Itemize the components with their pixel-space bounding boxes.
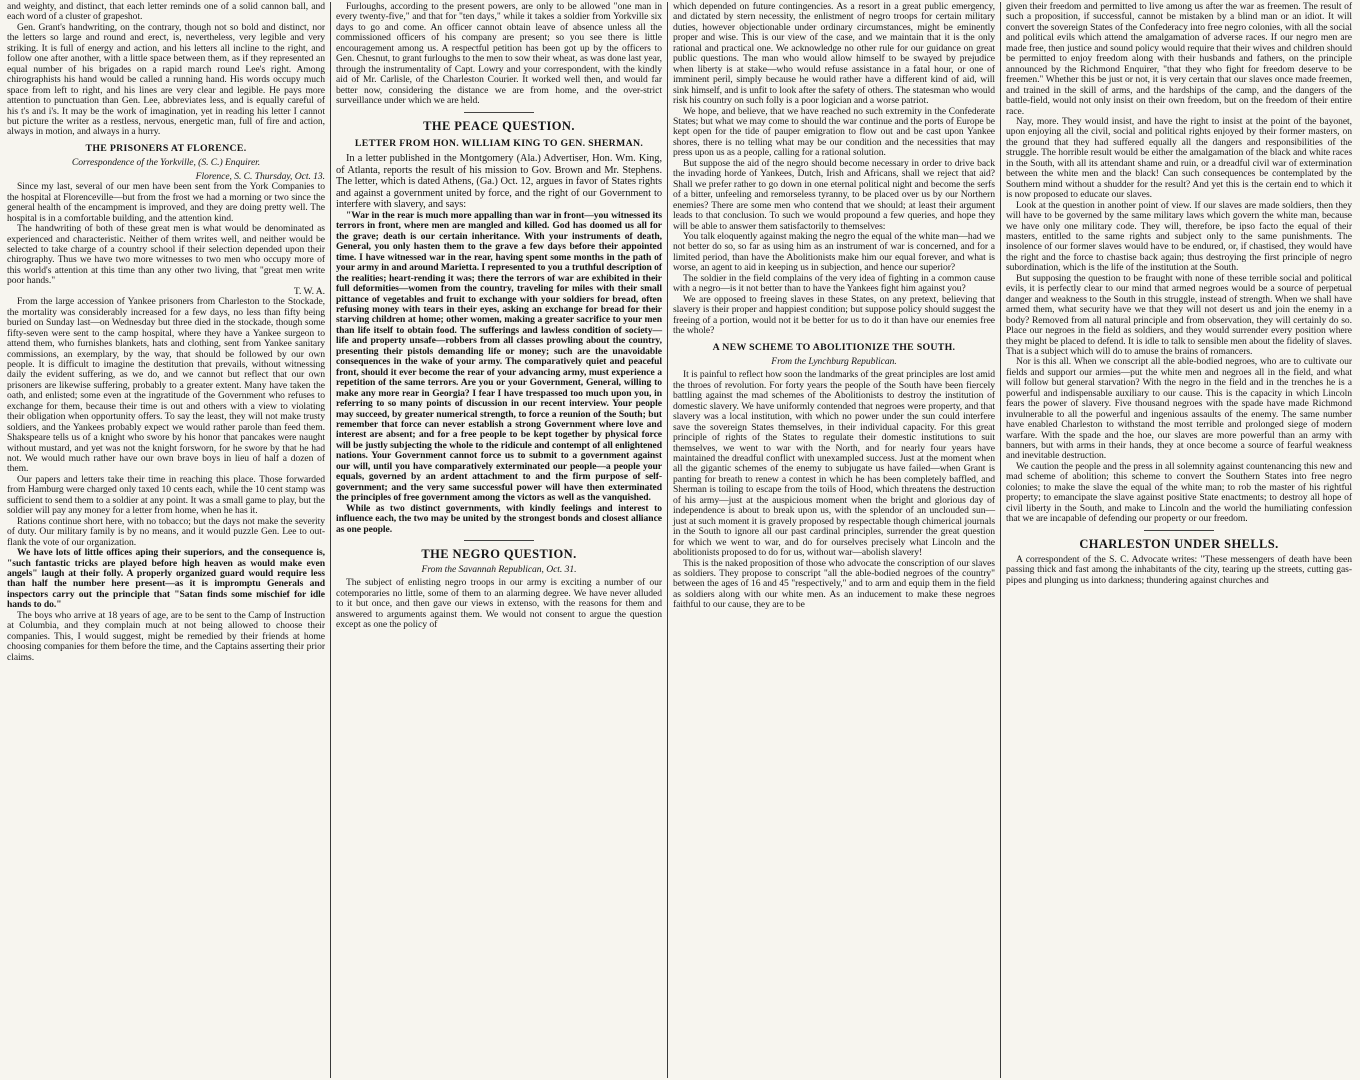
paragraph: We caution the people and the press in all solemnity against countenancing this new and mad scheme of abolition; this scheme to convert the Southern States into free negro colonies; to make the slave the equal of the white man; to rob the master of his rightful property; to emancipate the slave against positive State enactments; to destroy all hope of civil liberty in the South, and make to Lincoln and the world the humiliating confession that we are incapable of defending our property or our freedom. (1006, 460, 1352, 525)
paragraph: Since my last, several of our men have been sent from the York Companies to the hospital at Florenceville—but from the frost we had a morning or two since the general health of the encampment is improved, and they are doing pretty well. The hospital is in a comfortable building, and the attention kind. (7, 181, 325, 224)
paragraph: You talk eloquently against making the negro the equal of the white man—had we not better do so, so far as using him as an instrument of war is concerned, and for a limited period, than have the Abolitionists make him our equal forever, and what is worse, an agent to aid in keeping us in subjection, and hence our superior? (673, 230, 995, 274)
paragraph: But supposing the question to be fraught with none of these terrible social and political evils, it is perfectly clear to our mind that armed negroes would be a source of perpetual danger and weakness to the South in this struggle, instead of strength. When we shall have armed them, what security have we that they will not desert us and join the enemy in a body? Removed from all natural principle and from observation, they will certainly do so. Place our negroes in the field as soldiers, and they would surrender every position where they might be placed to defend. It is idle to talk to sensible men about the fidelity of slaves. That is a subject which will do to amuse the brains of romancers. (1006, 272, 1352, 357)
paragraph: Our papers and letters take their time in reaching this place. Those forwarded from Hamburg were charged only taxed 10 cents each, while the 10 cent stamp was sufficient to send them to a soldier at any point. It was a small game to play, but the soldier will pay any money for a letter from home, when he has it. (7, 473, 325, 517)
column-4 (1001, 2, 1357, 1078)
paragraph: and weighty, and distinct, that each letter reminds one of a solid cannon ball, and each word of a cluster of grapeshot. (7, 2, 325, 23)
paragraph: We hope, and believe, that we have reached no such extremity in the Confederate States; but what we may come to should the war continue and the ports of Europe be kept open for the tide of pauper emigration to flow out and be cast upon Yankee shores, there is no telling what may be our condition and the necessities that may press upon us as a people, calling for a rational solution. (673, 105, 995, 159)
column-2 (331, 2, 667, 1078)
article-heading: THE PEACE QUESTION. (423, 118, 575, 133)
paragraph: The soldier in the field complains of the very idea of fighting in a common cause with a negro—is it not better than to have the Yankees fight him against you? (673, 272, 995, 295)
divider (464, 540, 534, 541)
paragraph: We have lots of little offices aping their superiors, and the consequence is, "such fantastic tricks are played before high heaven as would make even angels" laugh at their folly. A properly organized guard would require less than half the number here present—as it is impromptu Generals and inspectors carry out the principle that "Satan finds some mischief for idle hands to do." (7, 547, 325, 611)
paragraph: The handwriting of both of these great men is what would be denominated as experienced and characteristic. Neither of them writes well, and neither would be selected to take charge of a country school if their selection depended upon their chirography. Thus we have two more witnesses to two men who occupy more of this world's attention at this time than any other two living, that "great men write poor hands." (7, 223, 325, 287)
divider (1144, 530, 1214, 531)
paragraph: In a letter published in the Montgomery (Ala.) Advertiser, Hon. Wm. King, of Atlanta, reports the result of his mission to Gov. Brown and Mr. Stephens. The letter, which is dated Athens, (Ga.) Oct. 12, argues in favor of States rights and against a government united by force, and the right of our Government to interfere with slavery, and says: (336, 152, 662, 211)
paragraph: The subject of enlisting negro troops in our army is exciting a number of our cotemporaries no little, some of them to an alarming degree. We have never alluded to it but once, and then gave our views in extenso, with the reasons for them and answered to arguments against them. We would not consent to argue the question except as one the policy of (336, 577, 662, 631)
paragraph: It is painful to reflect how soon the landmarks of the great principles are lost amid the throes of revolution. For forty years the people of the South have been fiercely battling against the mad schemes of the Abolitionists to destroy the institution of domestic slavery. We have uniformly contended that negroes were property, and that slavery was a local institution, with which no power under the sun could interfere save the sovereign States themselves, in their individual capacity. For this great principle of rights of the States to regulate their domestic institutions to suit themselves, we went to war with the North, and for nearly four years have maintained the dreadful conflict with unexampled success. Just at the moment when all the gigantic schemes of the enemy to subjugate us have failed—when Grant is panting for breath to renew a contest in which he has been completely baffled, and Sherman is toiling to escape from the toils of Hood, which threatens the destruction of his army—just at the auspicious moment when the bright and glorious day of independence is about to break upon us, with the splendor of an unclouded sun—just at such moment it is gravely proposed by respectable though chimerical journals in the South to ignore all our past cardinal principles, surrender the great question for which we went to war, and do for ourselves precisely what Lincoln and the abolitionists proposed to do for us, without war—abolish slavery! (673, 369, 995, 559)
paragraph: Nor is this all. When we conscript all the able-bodied negroes, who are to cultivate our fields and support our armies—put the white men and negroes all in the field, and what will follow but general starvation? With the negro in the field and in the trenches he is a powerful and indispensable auxiliary to our cause. This is the capacity in which Lincoln fears the power of slavery. Five thousand negroes with the spade have made Richmond invulnerable to all the powerful and ingenious assaults of the enemy. The same number have enabled Charleston to withstand the most terrible and prolonged siege of modern warfare. With the spade and the hoe, our slaves are more powerful than an army with banners, but with arms in their hands, they at once become a source of fearful weakness and inevitable destruction. (1006, 356, 1352, 462)
paragraph: given their freedom and permitted to live among us after the war as freemen. The result of such a proposition, if successful, cannot be mistaken by a blind man or an idiot. It will convert the sovereign States of the Confederacy into free negro colonies, with all the social and political evils which attend the amalgamation of adverse races. If our negro men are made free, then justice and sound policy would require that their wives and children should be permitted to enjoy freedom along with their husbands and fathers, on the principle announced by the Richmond Enquirer, "that they who fight for freedom deserve to be freemen." Whether this be just or not, it is very certain that our slaves once made freemen, and trained in the skill of arms, and the hardships of the camp, and the dangers of the battle-field, would not only insist on their own freedom, but on the freedom of their entire race. (1006, 2, 1352, 117)
paragraph: The boys who arrive at 18 years of age, are to be sent to the Camp of Instruction at Columbia, and they complain much at not being allowed to choose their companies. This, I would suggest, might be remedied by their friends at home choosing companies for them before the time, and the Captains asserting their prior claims. (7, 609, 325, 663)
paragraph: From the large accession of Yankee prisoners from Charleston to the Stockade, the mortality was considerably increased for a few days, no less than fifty being buried on Sunday last—on Wednesday but three died in the stockade, though some fifty-seven were sent to the camp hospital, where they have a Yankee surgeon to attend them, who furnishes blankets, hats and clothing, sent from Yankee sanitary commissions, an exemplary, by the way, that should be followed by our own people. It is difficult to imagine the destitution that prevails, without witnessing daily the evident suffering, as we do, and we cannot but reflect that our own prisoners are likewise suffering, probably to a greater extent. Many have taken the oath, and enlisted; some even at the ingratitude of the Government who refuses to exchange for them, because their time is out and others with a view to violating their obligation when opportunity offers. To say the least, they will not make trusty soldiers, and the Yankees probably expect we would rather parole than feed them. Shakspeare tells us of a knight who swore by his honor that pancakes were naught without mustard, and yet was not the knight forsworn, for he swore by that he had not. We would much rather have our own brave boys in lieu of half a dozen of them. (7, 296, 325, 475)
column-1 (2, 2, 330, 1078)
paragraph: While as two distinct governments, with kindly feelings and interest to influence each, the two may be united by the strongest bonds and closest alliance as one people. (336, 502, 662, 535)
article-subheading: LETTER FROM HON. WILLIAM KING TO GEN. SHERMAN. (354, 137, 644, 149)
signature: T. W. A. (293, 285, 325, 297)
article-heading: THE NEGRO QUESTION. (421, 547, 577, 561)
paragraph: Rations continue short here, with no tobacco; but the days not make the severity of duty. Our military family is by no means, and it would puzzle Gen. Lee to out-flank the vote of our organization. (7, 515, 325, 548)
paragraph: which depended on future contingencies. As a resort in a great public emergency, and dictated by stern necessity, the enlistment of negro troops for certain military duties, however objectionable under ordinary circumstances, might be eminently proper and wise. This is our view of the case, and we maintain that it is the only rational and practical one. We acknowledge no other rule for our guidance on great public questions. The man who would allow himself to be swayed by prejudice when liberty is at stake—who would refuse assistance in a fatal hour, or one of imminent peril, simply because he would rather have a different kind of aid, will sink himself, and is unfit to look after the safety of others. The statesman who would risk his country on such folly is a poor logician and a worse patriot. (673, 2, 995, 107)
paragraph: Nay, more. They would insist, and have the right to insist at the point of the bayonet, upon enjoying all the civil, social and political rights enjoyed by their former masters, on the ground that they had suffered equally all the dangers and responsibilities of the struggle. The horrible result would be either the amalgamation of the black and white races in the South, with all its attendant shame and ruin, or a dreadful civil war of extermination between the white men and the black! Can such consequences be contemplated by the Southern mind without a shudder for the result? And yet this is the certain end to which it is now proposed to educate our slaves. (1006, 115, 1352, 201)
article-heading: A NEW SCHEME TO ABOLITIONIZE THE SOUTH. (712, 341, 956, 353)
paragraph: Look at the question in another point of view. If our slaves are made soldiers, then they will have to be governed by the same military laws which govern the white man, because we have only one military code. They will, therefore, be ipso facto the equal of their masters, entitled to the same rights and subject only to the same punishments. The insolence of our former slaves would have to be endured, or, if chastised, they would have the right and the force to chastise back again; thus destroying the first principle of negro subordination, which is the life of the institution at the South. (1006, 199, 1352, 274)
column-3 (668, 2, 1000, 1078)
article-source: Correspondence of the Yorkville, (S. C.) Enquirer. (71, 157, 261, 169)
article-heading: THE PRISONERS AT FLORENCE. (85, 142, 247, 154)
paragraph: This is the naked proposition of those who advocate the conscription of our slaves as soldiers. They propose to conscript "all the able-bodied negroes of the country" between the ages of 16 and 45 "respectively," and to arm and equip them in the field as soldiers along with our white men. As an inducement to make these negroes faithful to our cause, they are to be (673, 557, 995, 611)
paragraph: "War in the rear is much more appalling than war in front—you witnessed its terrors in front, where men are mangled and killed. God has doomed us all for the grave; death is our certain inheritance. With your instruments of death, General, you only hasten them to the grave a few days before their appointed time. I have witnessed war in the rear, having spent some months in the path of your army in and around Marietta. I represented to you a truthful description of the realities; heart-rending it was; there the terrors of war are exhibited in their full deformities—women from the country, traveling for miles with their small pittance of vegetables and fruit to exchange with your soldiers for bread, often refusing money with tears in their eyes, asking an exchange for bread for their starving children at home; other women, making a greater sacrifice to your men than life itself to obtain food. The sufferings and lawless condition of society—life and property unsafe—robbers from all classes prowling about the country, presenting their pistols demanding life or money; such are the unavoidable consequences in the wake of your army. The comparatively quiet and peaceful front, should it ever become the rear of your advancing army, must experience a repetition of the same terrors. Are you or your Government, General, willing to make any more rear in Georgia? I fear I have trespassed too much upon you, in referring to so many points of discussion in our recent interview. Your people may succeed, by greater numerical strength, to force a reunion of the South; but remember that force can never establish a strong Government where love and interest are absent; and for a free people to be kept together by physical force will be justly subjecting the whole to the ridicule and contempt of all enlightened nations. Your Government cannot force us to submit to a government against our will, until you have comparatively exterminated our people—a people your equals, governed by an ardent attachment to and the firm purpose of self-government; and the very same successful power will have then exterminated the principles of free government among the victors as well as the vanquished. (336, 209, 662, 504)
article-heading: CHARLESTON UNDER SHELLS. (1079, 536, 1279, 551)
paragraph: Furloughs, according to the present powers, are only to be allowed "one man in every twenty-five," and that for "ten days," while it takes a soldier from Yorkville six days to go and come. An officer cannot obtain leave of absence unless all the commissioned officers of his company are present; so you see there is little encouragement among us. A respectful petition has been got up by the officers to Gen. Chesnut, to grant furloughs to the men to sow their wheat, as was done last year, through the instrumentality of Capt. Lowry and your correspondent, with the kindly aid of Mr. Carlisle, of the Charleston Courier. It worked well then, and would far better now, considering the distance we are from home, and the over-strict surveillance under which we are held. (336, 2, 662, 107)
paragraph: We are opposed to freeing slaves in these States, on any pretext, believing that slavery is their proper and happiest condition; but suppose policy should suggest the freeing of a portion, would not it be better for us to do it than have our enemies free the whole? (673, 293, 995, 337)
paragraph: But suppose the aid of the negro should become necessary in order to drive back the invading horde of Yankees, Dutch, Irish and Africans, shall we reject that aid? Shall we prefer rather to go down in one eternal political night and become the serfs of a bitter, unfeeling and remorseless tyranny, to be placed over us by our Northern enemies? There are some men who contend that we should; at least their argument leads to that conclusion. To such we would propound a few queries, and hope they will be able to answer them satisfactorily to themselves: (673, 157, 995, 232)
paragraph: Gen. Grant's handwriting, on the contrary, though not so bold and distinct, nor the letters so large and round and erect, is, nevertheless, very legible and very striking. It is full of energy and action, and his letters all incline to the right, and follow one after another, with a little space between them, as if they represented an equal number of his brigades on a rapid march round Lee's right. Among chirographists his hand would be called a running hand. His words occupy much space from left to right, and his lines are very clear and legible. He pays more attention to punctuation than Gen. Lee, abbreviates less, and is equally careful of his t's and i's. It may be the work of imagination, yet in reading his letter I cannot but picture the writer as a restless, nervous, energetic man, full of fire and action, always in motion, and always in a hurry. (7, 21, 325, 138)
paragraph: A correspondent of the S. C. Advocate writes: "These messengers of death have been passing thick and fast among the inhabitants of the city, tearing up the streets, cutting gas-pipes and plunging us into darkness; thundering against churches and (1006, 553, 1352, 586)
dateline: Florence, S. C. Thursday, Oct. 13. (195, 170, 325, 182)
article-source: From the Lynchburg Republican. (771, 355, 897, 367)
divider (464, 112, 534, 113)
article-source: From the Savannah Republican, Oct. 31. (421, 564, 577, 575)
